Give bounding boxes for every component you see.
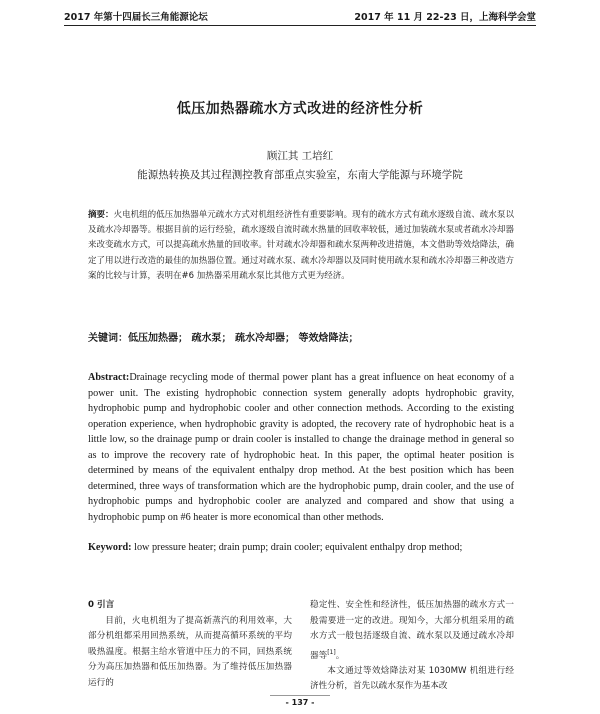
citation-ref: [1] xyxy=(327,648,336,656)
body-column-left xyxy=(88,598,292,691)
abstract-cn xyxy=(88,208,514,284)
header-rule xyxy=(64,25,536,26)
body-text-end: 。 xyxy=(335,650,345,661)
paper-title: 低压加热器疏水方式改进的经济性分析 xyxy=(176,101,424,117)
body-text: 稳定性、安全性和经济性，低压加热器的疏水方式一般需要进一定的改进。现知今，大部分机组采用的疏水方式一般包括逐级自流、疏水泵以及通过疏水冷却器等 xyxy=(310,600,514,661)
header-conference: 2017 年第十四届长三角能源论坛 xyxy=(64,12,208,23)
abstract-en-label: Abstract: xyxy=(88,372,130,383)
keywords-en xyxy=(88,540,514,556)
body-paragraph: 本文通过等效焓降法对某 1030MW 机组进行经济性分析，首先以疏水泵作为基本改 xyxy=(310,665,514,692)
abstract-cn-label: 摘要： xyxy=(88,210,114,220)
page-number: - 137 - xyxy=(285,698,315,707)
affiliation: 能源热转换及其过程测控教育部重点实验室，东南大学能源与环境学院 xyxy=(137,169,463,181)
body-paragraph: 目前，火电机组为了提高新蒸汽的利用效率，大部分机组都采用回热系统，从而提高循环系统的平均吸热温度。根据主给水管道中压力的不同，回热系统分为高压加热器和低压加热器。为了维持低压加热器运行的 xyxy=(88,615,292,688)
header-date-venue: 2017 年 11 月 22-23 日，上海科学会堂 xyxy=(354,12,536,23)
abstract-cn-text: 火电机组的低压加热器单元疏水方式对机组经济性有重要影响。现有的疏水方式有疏水逐级自流、疏水泵以及疏水冷却器等。根据目前的运行经验，疏水逐级自流时疏水热量的回收率较低，通过加装疏水泵或者疏水冷却器来改变疏水方式，可以提高疏水热量的回收率。针对疏水冷却器和疏水泵两种改进措施，本文借助等效焓降法，确定了用以进行改造的最佳的加热器位置。通过对疏水泵、疏水冷却器以及同时使用疏水泵和疏水冷却器三种改造方案的比较与计算，表明在#6 加热器采用疏水泵比其他方式更为经济。 xyxy=(88,210,514,281)
section-heading: 0 引言 xyxy=(88,600,115,610)
keywords-cn xyxy=(88,329,514,344)
abstract-en-text: Drainage recycling mode of thermal power plant has a great influence on heat economy of a power unit. The existing hydrophobic connection system generally adopts hydrophobic gravity, hydrophobic pump and hydrophobic cooler and other connection methods. According to the existing operation experience, when hydrophobic gravity is adopted, the recovery rate of hydrophobic heat is a little low, so the drainage pump or drain cooler is installed to change the drainage method in general so as to improve the recovery rate of hydrophobic heat. In this paper, the optimal heater position is determined by means of the equivalent enthalpy drop method. At the best position which has been determined, three ways of transformation which are the hydrophobic pump, drain cooler, and the use of hydrophobic pumps and hydrophobic cooler are analyzed and compared and show that using a hydrophobic pump on #6 heater is more economical than other methods. xyxy=(88,372,514,523)
keywords-en-label: Keyword: xyxy=(88,542,132,553)
keywords-en-text: low pressure heater; drain pump; drain cooler; equivalent enthalpy drop method; xyxy=(134,542,463,553)
body-paragraph-continued xyxy=(310,598,514,664)
page-number-rule xyxy=(270,695,330,696)
keywords-cn-text: 低压加热器； 疏水泵； 疏水冷却器； 等效焓降法； xyxy=(128,333,359,344)
body-column-right xyxy=(310,598,514,695)
keywords-cn-label: 关键词： xyxy=(88,333,128,344)
author-list: 顾江其 工培红 xyxy=(266,150,334,162)
abstract-en xyxy=(88,370,514,525)
running-header xyxy=(64,9,536,23)
